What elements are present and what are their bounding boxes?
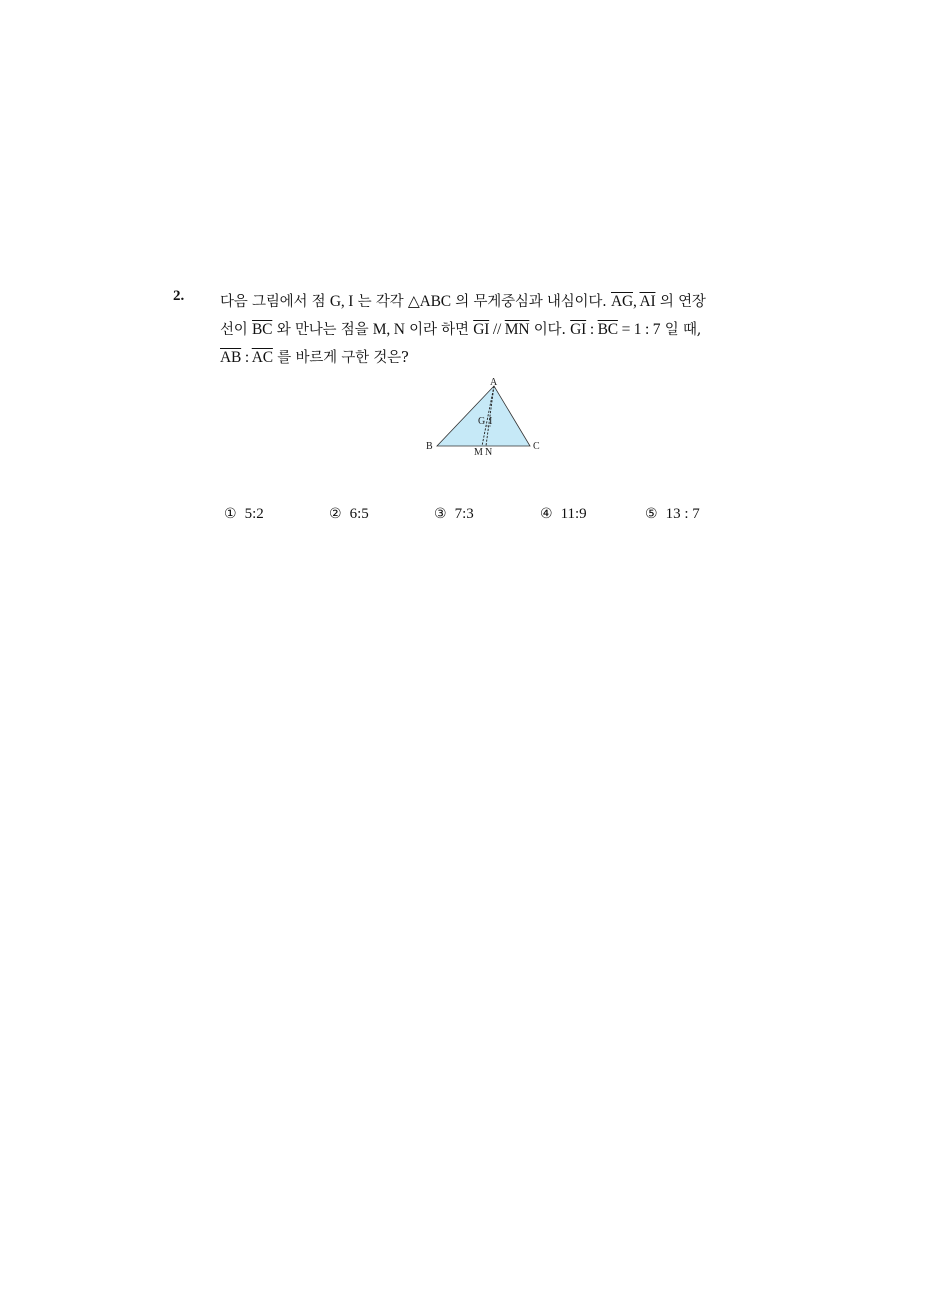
segment-ab: $\overline{AB}$ bbox=[220, 349, 242, 366]
label-c: C bbox=[533, 441, 540, 452]
stem-text: 와 만나는 점을 bbox=[272, 322, 373, 338]
stem-text: 일 때, bbox=[660, 322, 702, 338]
stem-points: G, I bbox=[329, 293, 354, 310]
choice-3[interactable] bbox=[434, 506, 474, 523]
choice-5[interactable] bbox=[645, 506, 700, 523]
triangle-diagram bbox=[420, 374, 550, 460]
choice-marker: ① bbox=[224, 506, 237, 522]
segment-ai: $\overline{AI}$ bbox=[639, 293, 656, 310]
problem-stem bbox=[220, 288, 760, 372]
parallel-symbol: // bbox=[489, 321, 505, 338]
stem-text: 의 무게중심과 내심이다. bbox=[450, 294, 611, 310]
label-i: I bbox=[489, 416, 493, 427]
label-m: M bbox=[474, 447, 483, 458]
choice-value: 11:9 bbox=[560, 506, 587, 522]
segment-gi: $\overline{GI}$ bbox=[473, 321, 490, 338]
stem-text: 선이 bbox=[220, 322, 253, 338]
stem-points: M, N bbox=[372, 321, 405, 338]
segment-ag: $\overline{AG}$ bbox=[610, 293, 633, 310]
stem-question: 를 바르게 구한 것은? bbox=[272, 350, 409, 366]
choice-1[interactable] bbox=[224, 506, 264, 523]
choice-value: 7:3 bbox=[454, 506, 474, 522]
segment-ac: $\overline{AC}$ bbox=[251, 349, 273, 366]
choice-2[interactable] bbox=[329, 506, 369, 523]
stem-triangle: △ABC bbox=[407, 293, 451, 310]
stem-text: 이다. bbox=[529, 322, 571, 338]
label-b: B bbox=[426, 441, 433, 452]
ratio-colon: : bbox=[586, 321, 598, 338]
problem-number: 2. bbox=[173, 288, 185, 304]
segment-bc: $\overline{BC}$ bbox=[252, 321, 273, 338]
segment-gi: $\overline{GI}$ bbox=[570, 321, 587, 338]
label-n: N bbox=[485, 447, 493, 458]
label-a: A bbox=[490, 377, 498, 388]
choice-value: 6:5 bbox=[349, 506, 369, 522]
stem-line-2 bbox=[220, 316, 760, 344]
ratio-colon: : bbox=[241, 349, 252, 366]
stem-line-1 bbox=[220, 288, 760, 316]
choice-marker: ② bbox=[329, 506, 342, 522]
answer-choices bbox=[222, 506, 742, 528]
choice-4[interactable] bbox=[540, 506, 587, 523]
stem-text: 의 연장 bbox=[655, 294, 706, 310]
triangle-figure bbox=[420, 374, 550, 460]
ratio-value: = 1 : 7 bbox=[617, 321, 661, 338]
stem-line-3 bbox=[220, 344, 760, 372]
stem-text: 다음 그림에서 점 bbox=[220, 294, 330, 310]
choice-value: 5:2 bbox=[244, 506, 264, 522]
stem-comma: , bbox=[632, 293, 640, 310]
segment-mn: $\overline{MN}$ bbox=[504, 321, 530, 338]
choice-marker: ④ bbox=[540, 506, 553, 522]
segment-bc: $\overline{BC}$ bbox=[597, 321, 618, 338]
label-g: G bbox=[478, 416, 486, 427]
choice-marker: ③ bbox=[434, 506, 447, 522]
choice-value: 13 : 7 bbox=[665, 506, 700, 522]
stem-text: 이라 하면 bbox=[404, 322, 474, 338]
stem-text: 는 각각 bbox=[353, 294, 408, 310]
choice-marker: ⑤ bbox=[645, 506, 658, 522]
